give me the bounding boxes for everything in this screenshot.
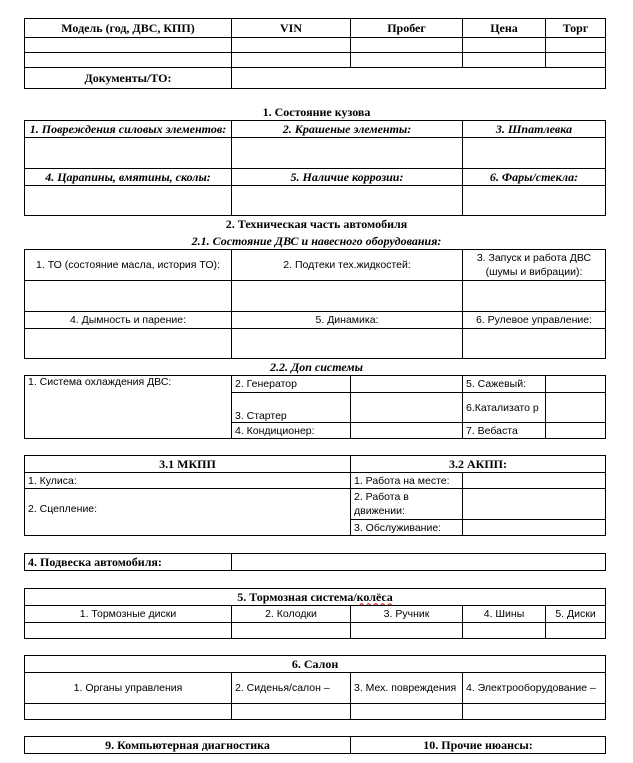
scratches-cell[interactable]: [25, 186, 232, 216]
motion-operation-label: 2. Работа в движении:: [351, 489, 463, 520]
clutch-label: 2. Сцепление:: [25, 489, 351, 536]
salon-title: 6. Салон: [25, 656, 606, 673]
generator-cell[interactable]: [351, 376, 463, 393]
motion-operation-cell[interactable]: [463, 489, 606, 520]
mechanical-damage-cell[interactable]: [351, 704, 463, 720]
header-model: Модель (год, ДВС, КПП): [25, 19, 232, 38]
brake-pads-cell[interactable]: [232, 623, 351, 639]
body-section-title: 1. Состояние кузова: [262, 105, 371, 119]
suspension-label: 4. Подвеска автомобиля:: [25, 554, 232, 571]
air-conditioner-cell[interactable]: [351, 423, 463, 439]
dynamics-label: 5. Динамика:: [232, 312, 463, 329]
power-elements-damage-cell[interactable]: [25, 138, 232, 169]
gear-lever-label: 1. Кулиса:: [25, 473, 351, 489]
bargain-value-cell[interactable]: [546, 38, 606, 53]
maintenance-label: 1. ТО (состояние масла, история ТО):: [25, 250, 232, 281]
manual-transmission-title: 3.1 МКПП: [25, 456, 351, 473]
rims-cell[interactable]: [546, 623, 606, 639]
scratches-label: 4. Царапины, вмятины, сколы:: [25, 169, 232, 186]
seats-label: 2. Сиденья/салон –: [232, 673, 351, 704]
suspension-table: [24, 553, 606, 571]
engine-start-cell[interactable]: [463, 281, 606, 312]
idle-operation-label: 1. Работа на месте:: [351, 473, 463, 489]
service-cell[interactable]: [463, 520, 606, 536]
steering-cell[interactable]: [463, 329, 606, 359]
starter-label: 3. Стартер: [232, 393, 351, 423]
header-price: Цена: [463, 19, 546, 38]
engine-table: [24, 249, 606, 359]
controls-label: 1. Органы управления: [25, 673, 232, 704]
blank-cell[interactable]: [463, 53, 546, 68]
extra-systems-table: [24, 375, 606, 439]
brakes-title: [25, 589, 606, 606]
blank-cell[interactable]: [351, 53, 463, 68]
brakes-title-wheels: колёса: [356, 589, 393, 604]
tech-section-title: 2. Техническая часть автомобиля: [225, 217, 408, 231]
generator-label: 2. Генератор: [232, 376, 351, 393]
header-bargain: Торг: [546, 19, 606, 38]
handbrake-label: 3. Ручник: [351, 606, 463, 623]
mechanical-damage-label: 3. Мех. повреждения: [351, 673, 463, 704]
catalyst-cell[interactable]: [546, 393, 606, 423]
cooling-system-label: 1. Система охлаждения ДВС:: [25, 376, 232, 439]
brake-discs-label: 1. Тормозные диски: [25, 606, 232, 623]
smoke-cell[interactable]: [25, 329, 232, 359]
blank-cell[interactable]: [546, 53, 606, 68]
painted-elements-label: 2. Крашеные элементы:: [232, 121, 463, 138]
webasto-cell[interactable]: [546, 423, 606, 439]
corrosion-label: 5. Наличие коррозии:: [232, 169, 463, 186]
particulate-filter-cell[interactable]: [546, 376, 606, 393]
engine-subsection-title: 2.1. Состояние ДВС и навесного оборудования:: [191, 234, 442, 248]
power-elements-damage-label: 1. Повреждения силовых элементов:: [25, 121, 232, 138]
other-nuances-label: 10. Прочие нюансы:: [351, 737, 606, 754]
documents-label: Документы/ТО:: [25, 68, 232, 89]
tires-cell[interactable]: [463, 623, 546, 639]
computer-diagnostics-label: 9. Компьютерная диагностика: [25, 737, 351, 754]
transmission-table: [24, 455, 606, 536]
controls-cell[interactable]: [25, 704, 232, 720]
steering-label: 6. Рулевое управление:: [463, 312, 606, 329]
brakes-table: [24, 588, 606, 639]
rims-label: 5. Диски: [546, 606, 606, 623]
electrical-equipment-cell[interactable]: [463, 704, 606, 720]
brake-pads-label: 2. Колодки: [232, 606, 351, 623]
brake-discs-cell[interactable]: [25, 623, 232, 639]
documents-value-cell[interactable]: [232, 68, 606, 89]
electrical-equipment-label: 4. Электрооборудование –: [463, 673, 606, 704]
dynamics-cell[interactable]: [232, 329, 463, 359]
model-value-cell[interactable]: [25, 38, 232, 53]
smoke-label: 4. Дымность и парение:: [25, 312, 232, 329]
particulate-filter-label: 5. Сажевый:: [463, 376, 546, 393]
vehicle-info-table: [24, 18, 606, 89]
price-value-cell[interactable]: [463, 38, 546, 53]
tires-label: 4. Шины: [463, 606, 546, 623]
painted-elements-cell[interactable]: [232, 138, 463, 169]
putty-label: 3. Шпатлевка: [463, 121, 606, 138]
header-mileage: Пробег: [351, 19, 463, 38]
fluid-leaks-cell[interactable]: [232, 281, 463, 312]
lights-glass-label: 6. Фары/стекла:: [463, 169, 606, 186]
brakes-title-main: 5. Тормозная система/: [237, 589, 357, 604]
vin-value-cell[interactable]: [232, 38, 351, 53]
air-conditioner-label: 4. Кондиционер:: [232, 423, 351, 439]
seats-cell[interactable]: [232, 704, 351, 720]
mileage-value-cell[interactable]: [351, 38, 463, 53]
body-condition-table: [24, 120, 606, 216]
blank-cell[interactable]: [25, 53, 232, 68]
handbrake-cell[interactable]: [351, 623, 463, 639]
catalyst-label: 6.Катализато р: [463, 393, 546, 423]
service-label: 3. Обслуживание:: [351, 520, 463, 536]
maintenance-cell[interactable]: [25, 281, 232, 312]
starter-cell[interactable]: [351, 393, 463, 423]
blank-cell[interactable]: [232, 53, 351, 68]
automatic-transmission-title: 3.2 АКПП:: [351, 456, 606, 473]
diagnostics-table: [24, 736, 606, 754]
lights-glass-cell[interactable]: [463, 186, 606, 216]
putty-cell[interactable]: [463, 138, 606, 169]
fluid-leaks-label: 2. Подтеки тех.жидкостей:: [232, 250, 463, 281]
webasto-label: 7. Вебаста: [463, 423, 546, 439]
corrosion-cell[interactable]: [232, 186, 463, 216]
salon-table: [24, 655, 606, 720]
idle-operation-cell[interactable]: [463, 473, 606, 489]
extra-systems-title: 2.2. Доп системы: [270, 360, 363, 374]
suspension-cell[interactable]: [232, 554, 606, 571]
header-vin: VIN: [232, 19, 351, 38]
engine-start-label: 3. Запуск и работа ДВС (шумы и вибрации):: [463, 250, 606, 281]
